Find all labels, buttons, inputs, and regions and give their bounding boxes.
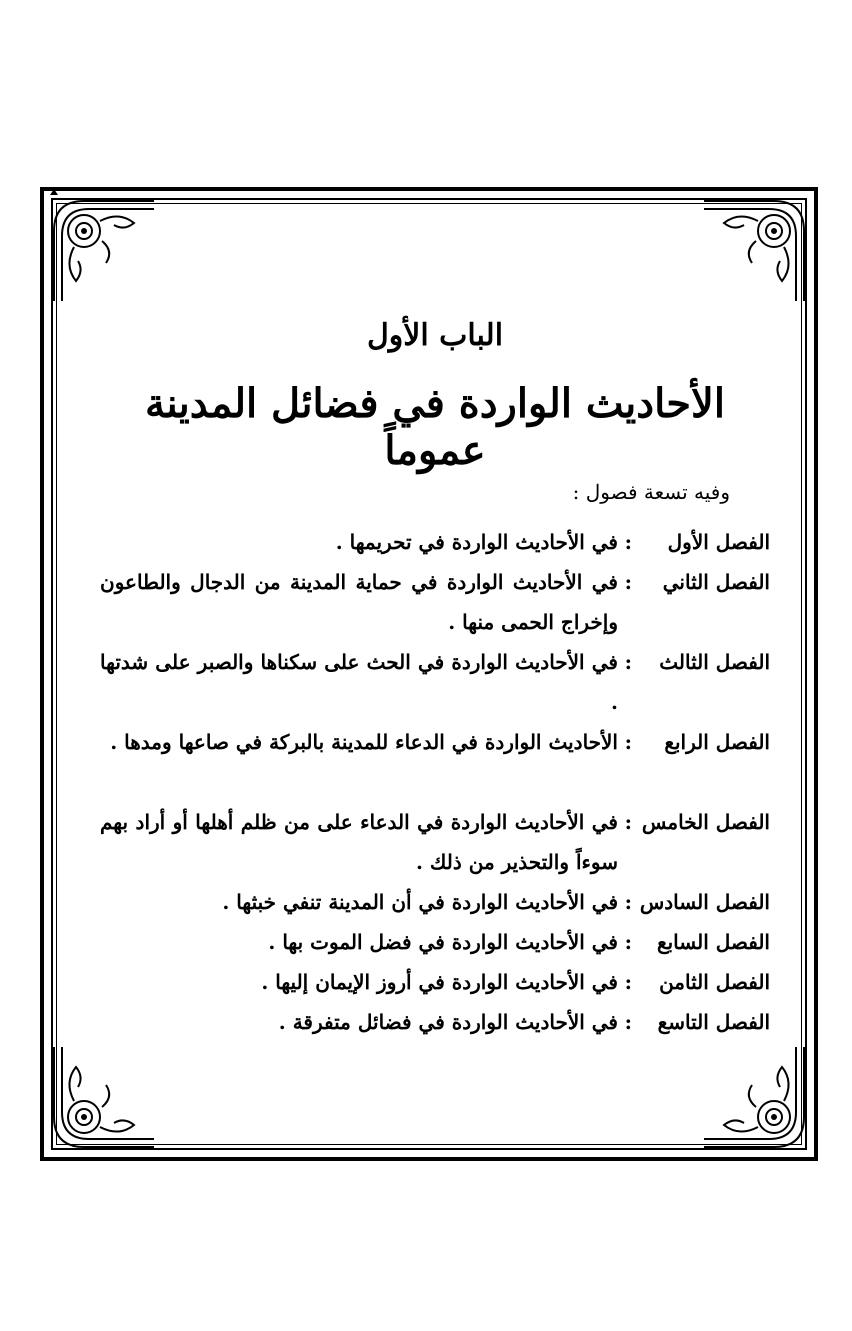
chapter-text: في الأحاديث الواردة في الحث على سكناها والصبر على شدتها . bbox=[100, 650, 618, 714]
chapter-label: الفصل السادس bbox=[639, 890, 770, 914]
separator: : bbox=[624, 810, 632, 834]
chapter-text: في الأحاديث الواردة في الدعاء على من ظلم أهلها أو أراد بهم سوءاً والتحذير من ذلك . bbox=[100, 810, 618, 874]
chapter-label: الفصل الرابع bbox=[664, 730, 770, 754]
chapter-label: الفصل السابع bbox=[656, 930, 770, 954]
separator: : bbox=[624, 890, 632, 914]
chapter-label: الفصل الثامن bbox=[659, 970, 770, 994]
ornament-corner-icon bbox=[694, 1037, 814, 1157]
chapter-text: في الأحاديث الواردة في فضل الموت بها . bbox=[268, 930, 618, 954]
separator: : bbox=[624, 970, 632, 994]
ornament-corner-icon bbox=[44, 1037, 164, 1157]
separator: : bbox=[624, 650, 632, 674]
chapter-text: في الأحاديث الواردة في تحريمها . bbox=[335, 530, 618, 554]
chapter-label: الفصل الثالث bbox=[659, 650, 770, 674]
chapter-text: في الأحاديث الواردة في أروز الإيمان إليها . bbox=[261, 970, 618, 994]
chapter-label: الفصل الخامس bbox=[641, 810, 770, 834]
part-heading: الباب الأول bbox=[366, 318, 504, 353]
separator: : bbox=[624, 1010, 632, 1034]
separator: : bbox=[624, 730, 632, 754]
chapter-label: الفصل الأول bbox=[667, 530, 770, 554]
ornament-corner-icon bbox=[44, 191, 164, 311]
separator: : bbox=[624, 530, 632, 554]
chapter-text: في الأحاديث الواردة في أن المدينة تنفي خبثها . bbox=[222, 890, 618, 914]
separator: : bbox=[624, 930, 632, 954]
separator: : bbox=[624, 570, 632, 594]
chapter-text: في الأحاديث الواردة في فضائل متفرقة . bbox=[278, 1010, 618, 1034]
chapter-text: في الأحاديث الواردة في حماية المدينة من الدجال والطاعون وإخراج الحمى منها . bbox=[100, 570, 618, 634]
chapters-intro: وفيه تسعة فصول : bbox=[572, 480, 730, 504]
chapter-text: الأحاديث الواردة في الدعاء للمدينة بالبركة في صاعها ومدها . bbox=[110, 730, 618, 754]
page-title: الأحاديث الواردة في فضائل المدينة عموماً bbox=[145, 380, 725, 474]
chapter-label: الفصل الثاني bbox=[662, 570, 770, 594]
chapter-label: الفصل التاسع bbox=[657, 1010, 770, 1034]
ornament-corner-icon bbox=[694, 191, 814, 311]
